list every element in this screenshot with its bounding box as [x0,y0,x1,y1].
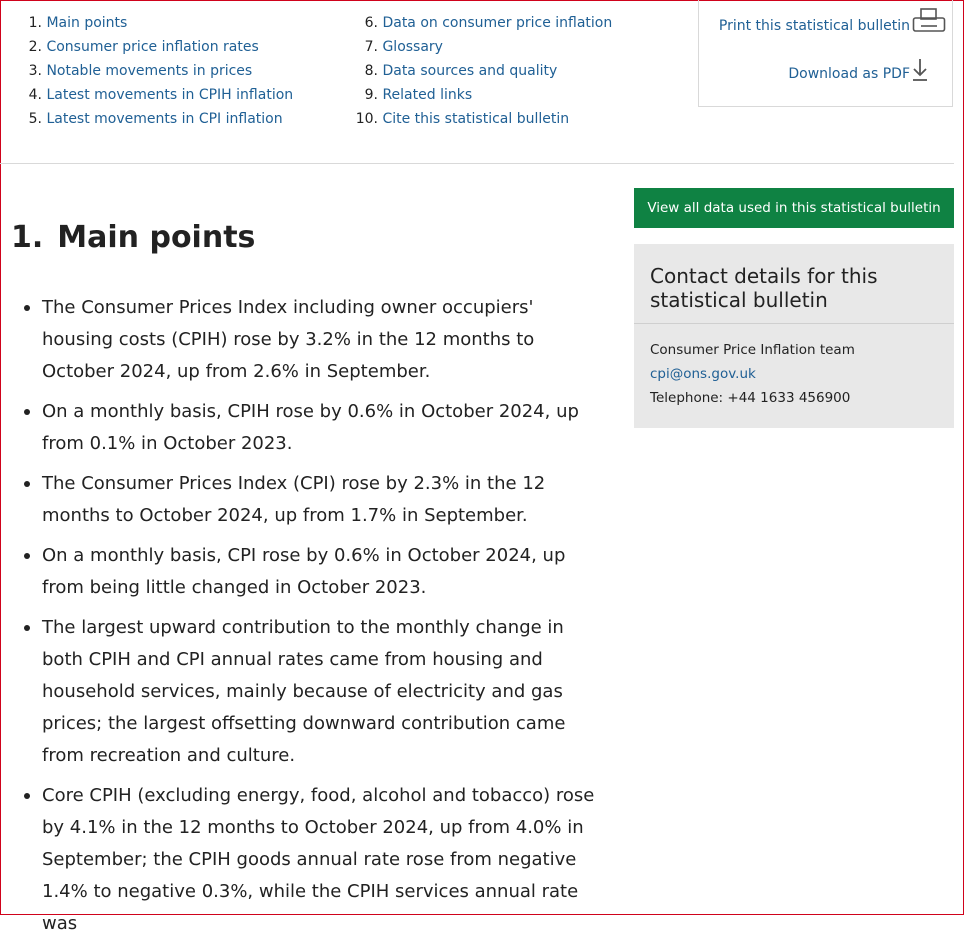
toc-item [14,107,293,131]
toc-number: 10. [355,111,378,127]
contact-details-panel [634,244,954,428]
main-points-list [42,292,602,948]
toc-link-glossary[interactable]: Glossary [382,39,443,55]
toc-number: 4. [28,87,42,103]
list-item: On a monthly basis, CPI rose by 0.6% in October 2024, up from being little changed in October 2023. [42,540,602,604]
download-arrow-icon[interactable] [912,58,928,86]
contact-title: Contact details for this statistical bulletin [650,264,878,312]
list-item: On a monthly basis, CPIH rose by 0.6% in October 2024, up from 0.1% in October 2023. [42,396,602,460]
view-all-data-button[interactable]: View all data used in this statistical bulletin [634,188,954,228]
toc-number: 6. [364,15,378,31]
toc-number: 8. [364,63,378,79]
list-item: The Consumer Prices Index (CPI) rose by 2.3% in the 12 months to October 2024, up from 1.7% in September. [42,468,602,532]
toc-link-data-on-inflation[interactable]: Data on consumer price inflation [382,15,613,31]
toc-number: 7. [364,39,378,55]
toc-number: 3. [28,63,42,79]
toc-link-cpi-movements[interactable]: Latest movements in CPI inflation [46,111,283,127]
toc-link-main-points[interactable]: Main points [46,15,128,31]
printer-icon[interactable] [912,8,946,38]
toc-item [14,11,293,35]
section-divider [0,163,954,164]
section-title: Main points [57,220,256,255]
contact-divider [634,323,954,324]
contact-email-link[interactable]: cpi@ons.gov.uk [650,366,756,382]
list-item: The largest upward contribution to the monthly change in both CPIH and CPI annual rates came from housing and household services, mainly because of electricity and gas prices; the largest offsetting downward contribution came from recreation and culture. [42,612,602,772]
toc-link-cpih-movements[interactable]: Latest movements in CPIH inflation [46,87,294,103]
toc-link-notable-movements[interactable]: Notable movements in prices [46,63,253,79]
toc-number: 5. [28,111,42,127]
toc-item [350,35,612,59]
toc-number: 2. [28,39,42,55]
section-number: 1. [11,220,44,255]
toc-item [350,59,612,83]
toc-item [14,35,293,59]
toc-item [350,11,612,35]
toc-link-consumer-price-inflation-rates[interactable]: Consumer price inflation rates [46,39,259,55]
toc-link-related-links[interactable]: Related links [382,87,473,103]
contact-team: Consumer Price Inflation team [650,342,855,358]
section-heading [11,220,255,255]
print-bulletin-link[interactable]: Print this statistical bulletin [718,18,910,34]
list-item: Core CPIH (excluding energy, food, alcohol and tobacco) rose by 4.1% in the 12 months to October 2024, up from 4.0% in September; the CPIH goods annual rate rose from negative 1.4% to negative 0.3%, while the CPIH services annual rate was [42,780,602,940]
toc-number: 1. [28,15,42,31]
toc-item [350,107,612,131]
download-pdf-link[interactable]: Download as PDF [788,66,910,82]
contact-telephone: Telephone: +44 1633 456900 [650,390,851,406]
toc-item [350,83,612,107]
toc-column-2 [350,11,612,131]
toc-column-1 [14,11,293,131]
print-download-panel [698,0,953,107]
toc-link-cite-bulletin[interactable]: Cite this statistical bulletin [382,111,570,127]
toc-item [14,83,293,107]
list-item: The Consumer Prices Index including owner occupiers' housing costs (CPIH) rose by 3.2% in the 12 months to October 2024, up from 2.6% in September. [42,292,602,388]
toc-link-data-sources[interactable]: Data sources and quality [382,63,558,79]
toc-item [14,59,293,83]
toc-number: 9. [364,87,378,103]
